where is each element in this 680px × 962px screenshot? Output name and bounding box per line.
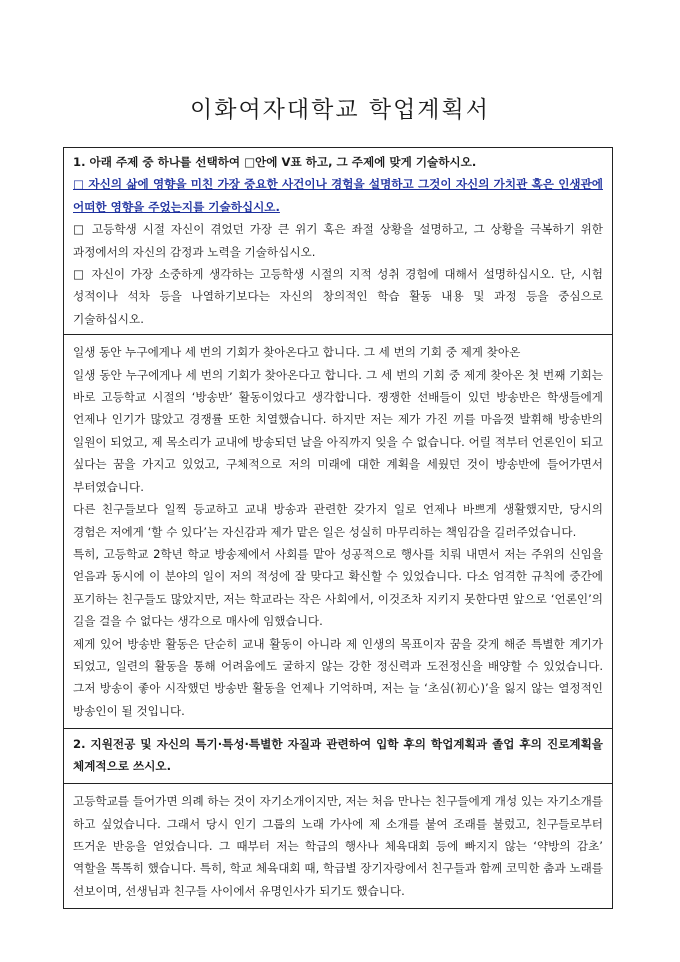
answer-2-section	[64, 783, 612, 908]
document-title: 이화여자대학교 학업계획서	[190, 97, 490, 124]
question-1-option-2: □ 고등학생 시절 자신이 겪었던 가장 큰 위기 혹은 좌절 상황을 설명하고, 그 상황을 극복하기 위한 과정에서의 자신의 감정과 노력을 기술하십시오.	[73, 222, 603, 259]
question-1-option-selected: □ 자신의 삶에 영향을 미친 가장 중요한 사건이나 경험을 설명하고 그것이 자신의 가치관 혹은 인생관에 어떠한 영향을 주었는지를 기술하십시오.	[73, 177, 603, 214]
answer-1-paragraph: 특히, 고등학교 2학년 학교 방송제에서 사회를 맡아 성공적으로 행사를 치뤄 내면서 저는 주위의 신임을 얻음과 동시에 이 분야의 일이 저의 적성에 잘 맞다고 확신할 수 있었습니다. 다소 엄격한 규칙에 중간에 포기하는 친구들도 많았지만, 저는 학교라는 작은 사회에서, 이것조차 지키지 못한다면 앞으로 ‘언론인’의 길을 걸을 수 없다는 생각으로 매사에 임했습니다.	[73, 546, 603, 629]
answer-1-paragraph: 다른 친구들보다 일찍 등교하고 교내 방송과 관련한 갖가지 일로 언제나 바쁘게 생활했지만, 당시의 경험은 저에게 ‘할 수 있다’는 자신감과 제가 맡은 일은 성실히 마무리하는 책임감을 길러주었습니다.	[73, 502, 603, 539]
question-1-heading: 1. 아래 주제 중 하나를 선택하여 □안에 V표 하고, 그 주제에 맞게 기술하시오.	[73, 155, 477, 169]
question-1-option-3: □ 자신이 가장 소중하게 생각하는 고등학생 시절의 지적 성취 경험에 대해서 설명하십시오. 단, 시험 성적이나 석차 등을 나열하기보다는 자신의 창의적인 학습 활동 내용 및 과정 등을 중심으로 기술하십시오.	[73, 267, 603, 326]
answer-1-paragraph: 일생 동안 누구에게나 세 번의 기회가 찾아온다고 합니다. 그 세 번의 기회 중 제게 찾아온	[73, 345, 521, 360]
plan-form-table	[63, 147, 613, 909]
question-2-section	[64, 728, 612, 783]
answer-2-paragraph: 고등학교를 들어가면 의례 하는 것이 자기소개이지만, 저는 처음 만나는 친구들에게 개성 있는 자기소개를 하고 싶었습니다. 그래서 당시 인기 그룹의 노래 가사에 제 소개를 붙여 조래를 불렀고, 친구들로부터 뜨거운 반응을 얻었습니다. 그 때부터 저는 학급의 행사나 체육대회 등에 빠지지 않는 ‘약방의 감초’ 역할을 톡톡히 했습니다. 특히, 학교 체육대회 때, 학급별 장기자랑에서 친구들과 함께 코믹한 춤과 노래를 선보이며, 선생님과 친구들 사이에서 유명인사가 되기도 했습니다.	[73, 794, 603, 898]
answer-1-section	[64, 334, 612, 728]
question-1-section	[64, 148, 612, 334]
answer-1-paragraph: 제게 있어 방송반 활동은 단순히 교내 활동이 아니라 제 인생의 목표이자 꿈을 갖게 해준 특별한 계기가 되었고, 일련의 활동을 통해 어려움에도 굴하지 않는 강한 정신력과 도전정신을 배양할 수 있었습니다. 그저 방송이 좋아 시작했던 방송반 활동을 언제나 기억하며, 저는 늘 ‘초심(初心)’을 잃지 않는 열정적인 방송인이 될 것입니다.	[73, 636, 603, 718]
question-2-heading: 2. 지원전공 및 자신의 특기·특성·특별한 자질과 관련하여 입학 후의 학업계획과 졸업 후의 진로계획을 체계적으로 쓰시오.	[73, 737, 603, 774]
answer-1-paragraph: 일생 동안 누구에게나 세 번의 기회가 찾아온다고 합니다. 그 세 번의 기회 중 제게 찾아온 첫 번째 기회는 바로 고등학교 시절의 ‘방송반’ 활동이었다고 생각합니다. 쟁쟁한 선배들이 있던 방송반은 학생들에게 언제나 인기가 많았고 경쟁률 또한 치열했습니다. 하지만 저는 제가 가진 끼를 마음껏 발휘해 방송반의 일원이 되었고, 제 목소리가 교내에 방송되던 날을 아직까지 잊을 수 없습니다. 어릴 적부터 언론인이 되고 싶다는 꿈을 가지고 있었고, 구체적으로 저의 미래에 대한 계획을 세웠던 것이 방송반에 들어가면서 부터였습니다.	[73, 367, 603, 494]
